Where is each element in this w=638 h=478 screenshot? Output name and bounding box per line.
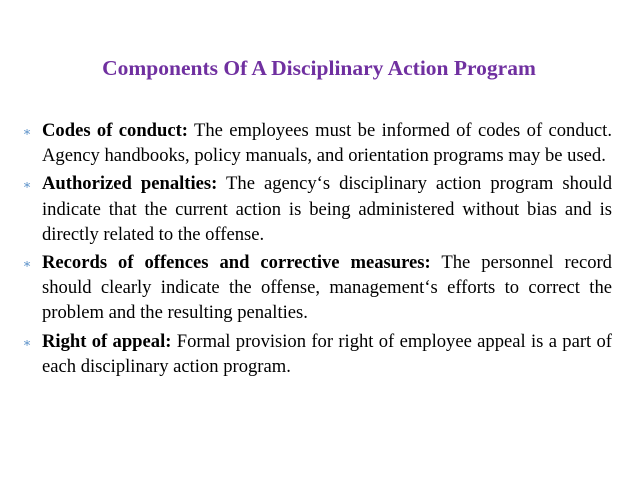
bullet-item-codes-of-conduct — [20, 118, 612, 168]
slide-title: Components Of A Disciplinary Action Program — [102, 56, 536, 80]
bullet-text: The agency‘s disciplinary action program should indicate that the current action is being administered without bias and is directly related to the offense. — [42, 173, 612, 245]
bullet-icon: ∗ — [22, 177, 32, 193]
bullet-item-records-of-offences — [20, 250, 612, 326]
bullet-icon: ∗ — [22, 256, 32, 272]
bullet-icon: ∗ — [22, 124, 32, 139]
bullet-term: Right of appeal: — [42, 330, 172, 352]
bullet-list — [20, 118, 612, 382]
bullet-term: Codes of conduct: — [42, 120, 188, 141]
bullet-term: Records of offences and corrective measures: — [42, 252, 431, 274]
bullet-item-authorized-penalties — [20, 171, 612, 247]
bullet-text: The personnel record should clearly indicate the offense, management‘s efforts to correct the problem and the resulting penalties. — [42, 252, 612, 324]
bullet-item-right-of-appeal — [20, 329, 612, 379]
bullet-term: Authorized penalties: — [42, 173, 218, 195]
bullet-text: Formal provision for right of employee appeal is a part of each disciplinary action program. — [42, 330, 612, 377]
bullet-text: The employees must be informed of codes of conduct. Agency handbooks, policy manuals, and orientation programs may be used. — [42, 120, 612, 167]
bullet-icon: ∗ — [22, 334, 32, 350]
